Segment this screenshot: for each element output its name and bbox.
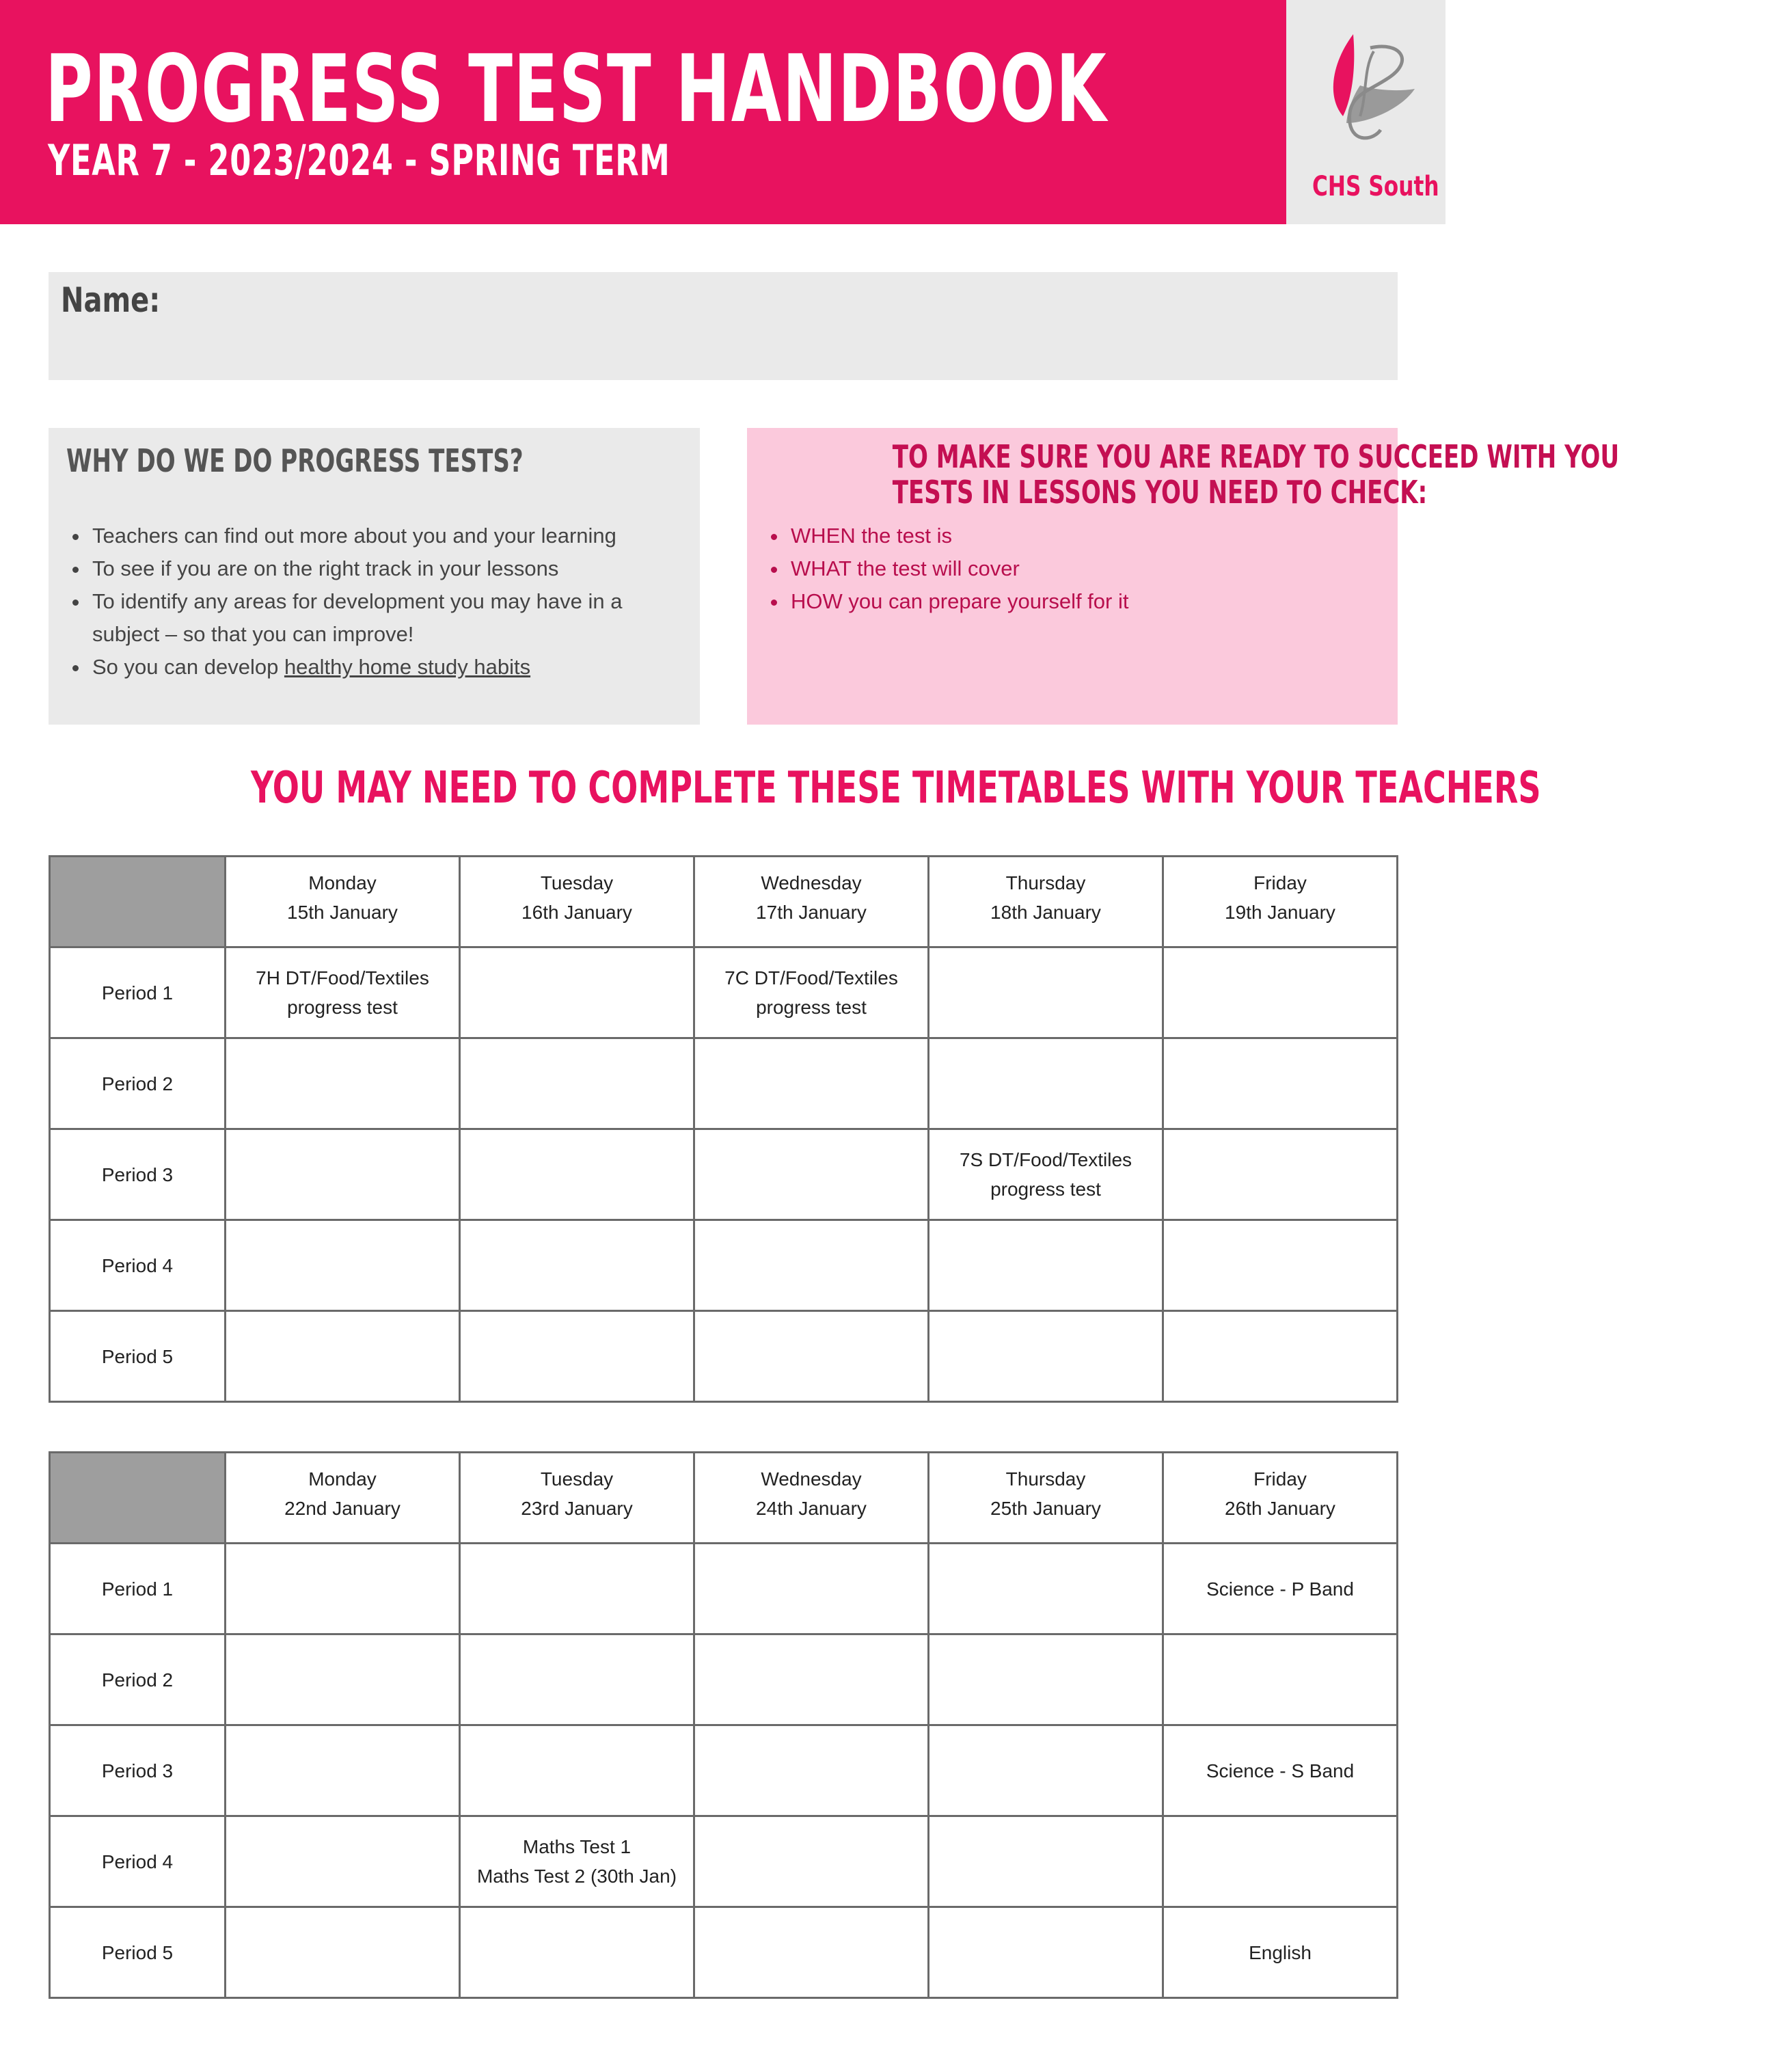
list-item: • To identify any areas for development you may have in a subject – so that you can improve! [90,585,677,651]
timetable-cell[interactable] [226,1220,460,1311]
test-entry: 7C DT/Food/Textiles [724,967,898,988]
timetable-cell[interactable] [1163,1220,1398,1311]
day-name: Wednesday [761,872,862,893]
timetable-cell[interactable] [226,1038,460,1129]
day-header-cell [694,857,929,947]
test-entry: 7S DT/Food/Textiles [959,1149,1132,1170]
timetable-cell[interactable] [1163,1725,1398,1816]
period-label: Period 1 [50,1544,226,1634]
table-row [50,1129,1398,1220]
table-row [50,1544,1398,1634]
list-item: • WHEN the test is [788,520,1376,552]
day-header-cell [1163,857,1398,947]
table-row [50,1907,1398,1998]
day-date: 19th January [1225,902,1335,923]
timetable-cell[interactable] [460,1220,694,1311]
check-box-heading [893,439,1619,510]
check-box-heading-line2: TESTS IN LESSONS YOU NEED TO CHECK: [892,474,1428,511]
day-header-cell [460,857,694,947]
name-field[interactable] [49,272,1398,380]
table-corner-cell [50,857,226,947]
period-label: Period 4 [50,1220,226,1311]
test-entry: English [1249,1941,1312,1963]
why-progress-tests-box [49,428,700,725]
day-date: 15th January [287,902,398,923]
timetable-cell[interactable] [226,1129,460,1220]
day-name: Tuesday [540,1468,614,1490]
timetable-cell[interactable] [1163,1816,1398,1907]
timetables-heading [0,763,1541,813]
timetable-cell[interactable] [929,1038,1163,1129]
day-date: 17th January [756,902,867,923]
day-date: 26th January [1225,1498,1335,1519]
day-name: Monday [308,872,377,893]
table-header-row [50,1453,1398,1544]
timetable-cell[interactable] [694,1816,929,1907]
check-box-list [765,520,1376,618]
timetable-cell[interactable] [460,1816,694,1907]
timetable-cell[interactable] [1163,947,1398,1038]
day-header-cell [226,857,460,947]
timetable-cell[interactable] [694,1129,929,1220]
test-entry: progress test [756,997,867,1018]
timetable-cell[interactable] [460,1544,694,1634]
table-row [50,1038,1398,1129]
timetable-cell[interactable] [460,1311,694,1402]
table-row [50,1220,1398,1311]
timetable-week-2 [49,1451,1398,1999]
list-item [90,651,677,684]
day-date: 22nd January [284,1498,401,1519]
list-item: • HOW you can prepare yourself for it [788,585,1376,618]
timetable-cell[interactable] [226,1311,460,1402]
day-header-cell [1163,1453,1398,1544]
timetables-heading-text: YOU MAY NEED TO COMPLETE THESE TIMETABLES WITH YOUR TEACHERS [251,763,1541,813]
timetable-cell[interactable] [226,1816,460,1907]
timetable-cell[interactable] [929,1634,1163,1725]
timetable-cell[interactable] [1163,1634,1398,1725]
day-name: Tuesday [540,872,614,893]
day-name: Wednesday [761,1468,862,1490]
period-label: Period 2 [50,1634,226,1725]
timetable-cell[interactable] [460,1634,694,1725]
study-habits-link[interactable]: healthy home study habits [284,655,531,679]
timetable-cell[interactable] [929,1544,1163,1634]
timetable-cell[interactable] [929,1129,1163,1220]
day-name: Monday [308,1468,377,1490]
day-date: 25th January [990,1498,1101,1519]
timetable-cell[interactable] [694,1907,929,1998]
day-name: Friday [1253,1468,1307,1490]
timetable-cell[interactable] [694,1544,929,1634]
period-label: Period 1 [50,947,226,1038]
timetable-cell[interactable] [460,947,694,1038]
period-label: Period 2 [50,1038,226,1129]
table-row [50,1311,1398,1402]
timetable-cell[interactable] [929,1311,1163,1402]
test-entry: Maths Test 2 (30th Jan) [476,1866,677,1887]
timetable-cell[interactable] [226,1725,460,1816]
timetable-week-1 [49,855,1398,1403]
timetable-cell[interactable] [1163,1311,1398,1402]
header-banner [0,0,1286,224]
table-row [50,1725,1398,1816]
list-item: • To see if you are on the right track in your lessons [90,552,677,585]
day-name: Thursday [1005,1468,1086,1490]
page-title: PROGRESS TEST HANDBOOK [45,36,1108,144]
day-header-cell [226,1453,460,1544]
timetable-cell[interactable] [460,1129,694,1220]
timetable-cell[interactable] [694,1634,929,1725]
list-item: • WHAT the test will cover [788,552,1376,585]
timetable-cell[interactable] [929,1816,1163,1907]
day-header-cell [929,857,1163,947]
check-box-heading-line1: TO MAKE SURE YOU ARE READY TO SUCCEED WITH YOU [892,438,1620,475]
timetable-cell[interactable] [226,1634,460,1725]
why-box-heading: WHY DO WE DO PROGRESS TESTS? [66,442,524,479]
timetable-cell[interactable] [694,1725,929,1816]
table-corner-cell [50,1453,226,1544]
timetable-cell[interactable] [929,1220,1163,1311]
test-entry: 7H DT/Food/Textiles [256,967,429,988]
list-item-text: So you can develop [92,655,284,679]
period-label: Period 4 [50,1816,226,1907]
timetable-cell[interactable] [694,1311,929,1402]
timetable-cell[interactable] [226,947,460,1038]
period-label: Period 5 [50,1311,226,1402]
day-date: 24th January [756,1498,867,1519]
timetable-cell[interactable] [226,1907,460,1998]
page-subtitle: YEAR 7 - 2023/2024 - SPRING TERM [48,135,670,185]
test-entry: Maths Test 1 [522,1836,632,1857]
timetable-cell[interactable] [1163,1129,1398,1220]
timetable-cell[interactable] [929,1725,1163,1816]
day-header-cell [460,1453,694,1544]
day-name: Friday [1253,872,1307,893]
table-row [50,947,1398,1038]
why-box-list [66,520,677,684]
day-header-cell [929,1453,1163,1544]
table-row [50,1634,1398,1725]
table-header-row [50,857,1398,947]
timetable-cell[interactable] [694,1220,929,1311]
day-header-cell [694,1453,929,1544]
day-date: 16th January [521,902,632,923]
day-date: 18th January [990,902,1101,923]
test-entry: progress test [287,997,398,1018]
school-logo-emblem-icon [1305,21,1428,164]
timetable-cell[interactable] [929,947,1163,1038]
ready-to-succeed-box [747,428,1620,725]
timetable-cell[interactable] [460,1725,694,1816]
test-entry: Science - S Band [1206,1760,1355,1781]
name-label: Name: [61,280,161,320]
timetable-cell[interactable] [694,947,929,1038]
timetable-cell[interactable] [929,1907,1163,1998]
day-date: 23rd January [521,1498,633,1519]
timetable-cell[interactable] [1163,1907,1398,1998]
period-label: Period 5 [50,1907,226,1998]
timetable-cell[interactable] [460,1907,694,1998]
timetable-cell[interactable] [226,1544,460,1634]
timetable-cell[interactable] [1163,1544,1398,1634]
school-logo-text: CHS South [1312,171,1439,202]
list-item: • Teachers can find out more about you and your learning [90,520,677,552]
table-row [50,1816,1398,1907]
timetable-cell[interactable] [1163,1038,1398,1129]
test-entry: progress test [990,1179,1101,1200]
test-entry: Science - P Band [1206,1578,1354,1600]
day-name: Thursday [1005,872,1086,893]
period-label: Period 3 [50,1725,226,1816]
timetable-cell[interactable] [460,1038,694,1129]
period-label: Period 3 [50,1129,226,1220]
timetable-cell[interactable] [694,1038,929,1129]
